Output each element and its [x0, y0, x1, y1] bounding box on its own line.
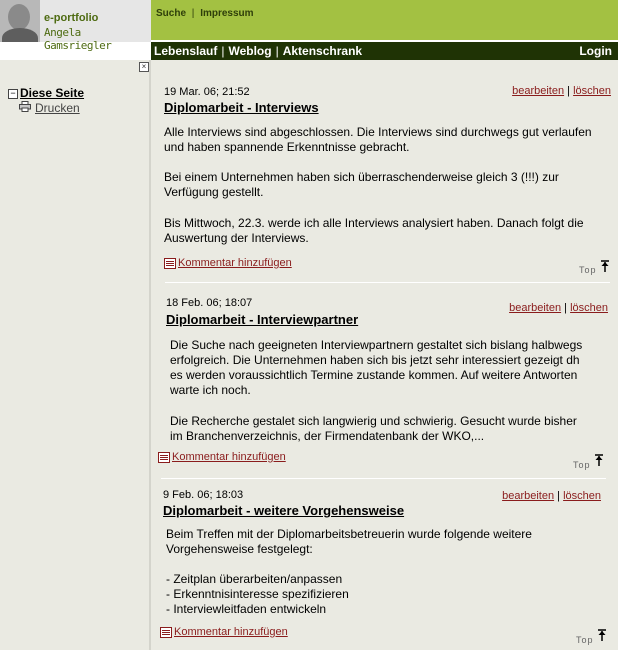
- top-link-label[interactable]: Top: [579, 265, 597, 275]
- arrow-up-icon[interactable]: [594, 454, 604, 466]
- top-link-label[interactable]: Top: [576, 635, 594, 645]
- entry-paragraph: [166, 527, 606, 557]
- edit-link[interactable]: bearbeiten: [502, 490, 555, 502]
- main-nav: [151, 42, 618, 60]
- entry-date: 9 Feb. 06; 18:03: [163, 489, 244, 501]
- entry-paragraph: [164, 125, 604, 155]
- entry-title[interactable]: Diplomarbeit - weitere Vorgehensweise: [163, 503, 405, 518]
- entry-paragraph: [170, 338, 610, 398]
- print-link[interactable]: Drucken: [35, 101, 80, 115]
- brand-title: e-portfolio: [44, 12, 99, 24]
- printer-icon[interactable]: [19, 101, 31, 112]
- paragraph-line: Die Recherche gestalet sich langwierig und schwierig. Gesucht wurde bisher: [170, 414, 577, 428]
- top-bar: [151, 0, 618, 40]
- paragraph-line: Alle Interviews sind abgeschlossen. Die Interviews sind durchwegs gut verlaufen: [164, 125, 592, 139]
- brand-owner-name: Angela Gamsriegler: [44, 26, 112, 52]
- paragraph-line: und haben spannende Erkenntnisse gebracht.: [164, 140, 410, 154]
- nav-item-weblog[interactable]: Weblog: [228, 44, 272, 58]
- paragraph-line: - Zeitplan überarbeiten/anpassen: [166, 572, 343, 586]
- paragraph-line: - Erkenntnisinteresse spezifizieren: [166, 587, 349, 601]
- entry-paragraph: [166, 572, 606, 617]
- add-comment-link[interactable]: Kommentar hinzufügen: [174, 626, 288, 638]
- edit-link[interactable]: bearbeiten: [512, 85, 565, 97]
- delete-link[interactable]: löschen: [563, 490, 601, 502]
- top-links-separator: |: [191, 8, 195, 19]
- entry-paragraph: [170, 414, 610, 444]
- close-icon[interactable]: ×: [139, 62, 149, 72]
- comment-icon[interactable]: [158, 452, 170, 463]
- nav-links: [154, 44, 362, 58]
- edit-link[interactable]: bearbeiten: [509, 302, 562, 314]
- nav-item-aktenschrank[interactable]: Aktenschrank: [282, 44, 363, 58]
- add-comment-link[interactable]: Kommentar hinzufügen: [178, 257, 292, 269]
- login-link[interactable]: Login: [579, 44, 612, 58]
- brand-area: [0, 0, 151, 52]
- entry-actions: [509, 302, 608, 314]
- entry-paragraph: [164, 216, 604, 246]
- entry-title[interactable]: Diplomarbeit - Interviews: [164, 100, 319, 115]
- entry-date: 18 Feb. 06; 18:07: [166, 297, 253, 309]
- entry-separator: [161, 478, 606, 479]
- paragraph-line: - Interviewleitfaden entwickeln: [166, 602, 327, 616]
- actions-separator: |: [557, 490, 561, 502]
- paragraph-line: warte ich noch.: [170, 383, 251, 397]
- sidebar: [0, 60, 149, 650]
- delete-link[interactable]: löschen: [570, 302, 608, 314]
- nav-separator: |: [221, 44, 225, 58]
- blog-content: [151, 60, 618, 650]
- entry-date: 19 Mar. 06; 21:52: [164, 86, 250, 98]
- paragraph-line: es werden voraussichtlich Termine zustande kommen. Auf weitere Antworten: [170, 368, 578, 382]
- avatar-body: [2, 28, 38, 42]
- paragraph-line: im Branchenverzeichnis, der Firmendatenbank der WKO,...: [170, 429, 485, 443]
- comment-icon[interactable]: [164, 258, 176, 269]
- nav-separator: |: [275, 44, 279, 58]
- paragraph-line: Bei einem Unternehmen haben sich überraschenderweise gleich 3 (!!!) zur: [164, 170, 559, 184]
- avatar-head: [8, 4, 30, 30]
- paragraph-line: Die Suche nach geeigneten Interviewpartnern gestaltet sich bislang halbwegs: [170, 338, 583, 352]
- search-link[interactable]: Suche: [156, 8, 187, 19]
- paragraph-line: Verfügung gestellt.: [164, 185, 264, 199]
- entry-actions: [512, 85, 611, 97]
- avatar: [0, 0, 40, 42]
- top-link-label[interactable]: Top: [573, 460, 591, 470]
- collapse-icon[interactable]: −: [8, 89, 18, 99]
- delete-link[interactable]: löschen: [573, 85, 611, 97]
- paragraph-line: Beim Treffen mit der Diplomarbeitsbetreuerin wurde folgende weitere: [166, 527, 532, 541]
- add-comment-link[interactable]: Kommentar hinzufügen: [172, 451, 286, 463]
- comment-icon[interactable]: [160, 627, 172, 638]
- entry-separator: [165, 282, 610, 283]
- paragraph-line: Auswertung der Interviews.: [164, 231, 309, 245]
- paragraph-line: Bis Mittwoch, 22.3. werde ich alle Interviews analysiert haben. Danach folgt die: [164, 216, 584, 230]
- paragraph-line: Vorgehensweise festgelegt:: [166, 542, 313, 556]
- paragraph-line: erfolgreich. Die Unternehmen haben sich bis jetzt sehr interessiert gezeigt dh: [170, 353, 580, 367]
- sidebar-section-title[interactable]: Diese Seite: [20, 86, 85, 100]
- actions-separator: |: [567, 85, 571, 97]
- nav-item-lebenslauf[interactable]: Lebenslauf: [154, 44, 218, 58]
- entry-title[interactable]: Diplomarbeit - Interviewpartner: [166, 312, 359, 327]
- imprint-link[interactable]: Impressum: [200, 8, 254, 19]
- top-links: [156, 8, 254, 19]
- arrow-up-icon[interactable]: [600, 260, 610, 272]
- arrow-up-icon[interactable]: [597, 629, 607, 641]
- actions-separator: |: [564, 302, 568, 314]
- entry-actions: [502, 490, 601, 502]
- entry-paragraph: [164, 170, 604, 200]
